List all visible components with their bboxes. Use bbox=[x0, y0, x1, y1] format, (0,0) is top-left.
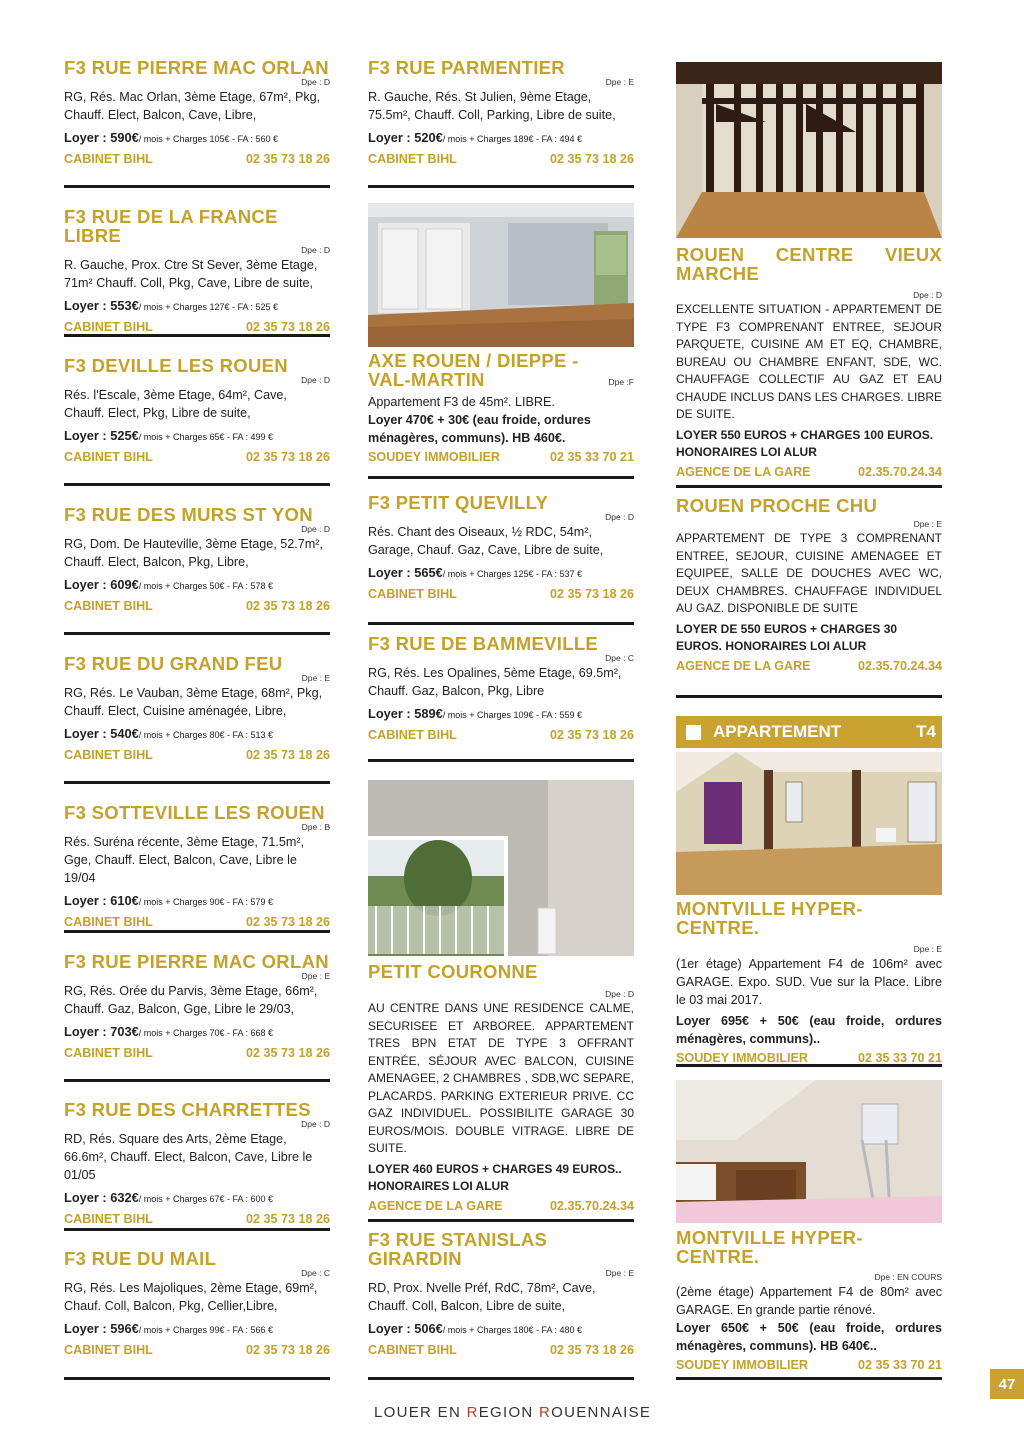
listing-description: RG, Rés. Les Opalines, 5ème Etage, 69.5m², Chauff. Gaz, Balcon, Pkg, Libre bbox=[368, 666, 622, 698]
listing-card bbox=[64, 1100, 330, 1231]
listing-card bbox=[64, 356, 330, 486]
listing-card bbox=[64, 1249, 330, 1380]
listing-title: F3 RUE DE BAMMEVILLE bbox=[368, 633, 599, 654]
listing-description: RG, Dom. De Hauteville, 3ème Etage, 52.7m², Chauff. Elect, Balcon, Pkg, Libre, bbox=[64, 537, 323, 569]
listing-title: F3 RUE DES CHARRETTES bbox=[64, 1099, 311, 1120]
listing-rent: Loyer : 540€/ mois + Charges 80€ - FA : 513 € bbox=[64, 726, 274, 741]
dpe-label: Dpe : B bbox=[301, 822, 330, 832]
dpe-label: Dpe : D bbox=[301, 245, 330, 255]
square-icon bbox=[686, 725, 701, 740]
listing-description: RD, Rés. Square des Arts, 2ème Etage, 66.6m², Chauff. Elect, Balcon, Cave, Libre le 01/05 bbox=[64, 1132, 313, 1182]
phone-number: 02 35 73 18 26 bbox=[245, 320, 330, 334]
phone-number: 02 35 73 18 26 bbox=[245, 1212, 330, 1226]
page-footer: LOUER EN REGION ROUENNAISE bbox=[374, 1404, 652, 1421]
listing-rent: Loyer : 703€/ mois + Charges 70€ - FA : 668 € bbox=[64, 1024, 274, 1039]
banner-type: T4 bbox=[916, 722, 936, 741]
listing-description: AU CENTRE DANS UNE RESIDENCE CALME, SECURISEE ET ARBOREE. APPARTEMENT TRES BPN ETAT DE TYPE 3 OFFRANT ENTRÉE, SÉJOUR AVEC BALCON, CUISINE AMENAGEE, 2 CHAMBRES , SDB,WC SEPARE, PLACARDS. PARKING EXTERIEUR PRIVE. CC GAZ INDIVIDUEL. POSSIBILITE GARAGE 30 EUROS/MOIS. DOUBLE VITRAGE. LIBRE DE SUITE. bbox=[368, 1001, 634, 1155]
listing-card bbox=[368, 634, 634, 762]
phone-number: 02 35 73 18 26 bbox=[245, 450, 330, 464]
listing-card bbox=[64, 207, 330, 337]
listing-agency: SOUDEY IMMOBILIER 02 35 33 70 21 bbox=[676, 1358, 942, 1372]
phone-number: 02 35 73 18 26 bbox=[245, 1046, 330, 1060]
listing-rent: LOYER 460 EUROS + CHARGES 49 EUROS.. HONORAIRES LOI ALUR bbox=[368, 1161, 622, 1193]
listing-description: EXCELLENTE SITUATION - APPARTEMENT DE TYPE F3 COMPRENANT ENTREE, SEJOUR PARQUETE, CUISINE AM ET EQ, CHAMBRE, BUREAU OU CHAMBRE ENFANT, SDE, WC. CHAUFFAGE COLLECTIF AU GAZ ET EAU CHAUDE INCLUS DANS LES CHARGES. LIBRE DE SUITE. bbox=[676, 302, 942, 421]
listing-card bbox=[64, 952, 330, 1082]
page-number: 47 bbox=[990, 1369, 1024, 1399]
phone-number: 02 35 73 18 26 bbox=[245, 915, 330, 929]
listing-card bbox=[676, 899, 942, 1067]
dpe-label: Dpe :F bbox=[608, 377, 634, 387]
listing-agency: CABINET BIHL 02 35 73 18 26 bbox=[368, 1343, 634, 1357]
listing-description: RD, Prox. Nvelle Préf, RdC, 78m², Cave, Chauff. Coll, Balcon, Libre de suite, bbox=[368, 1281, 596, 1313]
listing-rent: LOYER 550 EUROS + CHARGES 100 EUROS. HONORAIRES LOI ALUR bbox=[676, 427, 934, 459]
listing-description: APPARTEMENT DE TYPE 3 COMPRENANT ENTREE, SEJOUR, CUISINE AMENAGEE ET EQUIPEE, SALLE DE DOUCHES AVEC WC, DEUX CHAMBRES. CHAUFFAGE INDIVIDUEL AU GAZ. DISPONIBLE DE SUITE bbox=[676, 531, 942, 615]
listing-title: AXE ROUEN / DIEPPE - VAL-MARTIN bbox=[368, 350, 579, 390]
listing-agency: SOUDEY IMMOBILIER 02 35 33 70 21 bbox=[676, 1051, 942, 1065]
phone-number: 02 35 33 70 21 bbox=[857, 1358, 942, 1372]
listing-rent: LOYER DE 550 EUROS + CHARGES 30 EUROS. HONORAIRES LOI ALUR bbox=[676, 621, 898, 653]
listing-rent: Loyer : 596€/ mois + Charges 99€ - FA : 566 € bbox=[64, 1321, 274, 1336]
dpe-label: Dpe : D bbox=[913, 290, 942, 300]
dpe-label: Dpe : E bbox=[913, 944, 942, 954]
phone-number: 02.35.70.24.34 bbox=[857, 658, 942, 673]
listing-description: RG, Rés. Le Vauban, 3ème Etage, 68m², Pkg, Chauff. Elect, Cuisine aménagée, Libre, bbox=[64, 686, 323, 718]
listing-card bbox=[64, 505, 330, 635]
listing-card bbox=[368, 493, 634, 625]
apartment-photo bbox=[368, 780, 634, 956]
listing-rent: Loyer : 632€/ mois + Charges 67€ - FA : 600 € bbox=[64, 1190, 274, 1205]
dpe-label: Dpe : C bbox=[605, 653, 634, 663]
listing-card bbox=[368, 1230, 634, 1380]
listing-card bbox=[368, 351, 634, 479]
listing-title: F3 RUE DE LA FRANCE LIBRE bbox=[64, 206, 278, 246]
listing-title: PETIT COURONNE bbox=[368, 961, 538, 982]
dpe-label: Dpe : D bbox=[301, 375, 330, 385]
listing-card bbox=[64, 58, 330, 188]
listing-description: Appartement F3 de 45m². LIBRE. bbox=[368, 395, 555, 409]
listing-card bbox=[676, 245, 942, 488]
listing-card bbox=[368, 58, 634, 188]
dpe-label: Dpe : D bbox=[301, 524, 330, 534]
listing-agency: AGENCE DE LA GARE 02.35.70.24.34 bbox=[368, 1198, 634, 1213]
listing-agency: CABINET BIHL 02 35 73 18 26 bbox=[64, 320, 330, 334]
dpe-label: Dpe : D bbox=[301, 77, 330, 87]
listing-card bbox=[64, 654, 330, 784]
listing-description: RG, Rés. Orée du Parvis, 3ème Etage, 66m², Chauff. Gaz, Balcon, Gge, Libre le 29/03, bbox=[64, 984, 318, 1016]
listing-rent: Loyer : 589€/ mois + Charges 109€ - FA : 559 € bbox=[368, 706, 583, 721]
phone-number: 02 35 73 18 26 bbox=[549, 587, 634, 601]
listing-description: Rés. l'Escale, 3ème Etage, 64m², Cave, Chauff. Elect, Pkg, Libre de suite, bbox=[64, 388, 287, 420]
phone-number: 02 35 73 18 26 bbox=[549, 728, 634, 742]
listing-card bbox=[676, 496, 942, 698]
listing-title: F3 PETIT QUEVILLY bbox=[368, 492, 549, 513]
listing-description: RG, Rés. Mac Orlan, 3ème Etage, 67m², Pkg, Chauff. Elect, Balcon, Cave, Libre, bbox=[64, 90, 321, 122]
dpe-label: Dpe : D bbox=[605, 512, 634, 522]
listing-title: ROUEN PROCHE CHU bbox=[676, 495, 878, 516]
listing-description: (2ème étage) Appartement F4 de 80m² avec GARAGE. En grande partie rénové. bbox=[676, 1285, 942, 1317]
listing-rent: Loyer 695€ + 50€ (eau froide, ordures ménagères, communs).. bbox=[676, 1014, 942, 1046]
phone-number: 02 35 73 18 26 bbox=[549, 152, 634, 166]
listing-description: R. Gauche, Rés. St Julien, 9ème Etage, 75.5m², Chauff. Coll, Parking, Libre de suite, bbox=[368, 90, 616, 122]
listing-card bbox=[64, 803, 330, 933]
listing-description: RG, Rés. Les Majoliques, 2ème Etage, 69m², Chauf. Coll, Balcon, Pkg, Cellier,Libre, bbox=[64, 1281, 318, 1313]
listing-agency: CABINET BIHL 02 35 73 18 26 bbox=[64, 1046, 330, 1060]
listing-rent: Loyer : 609€/ mois + Charges 50€ - FA : 578 € bbox=[64, 577, 274, 592]
listing-title: F3 DEVILLE LES ROUEN bbox=[64, 355, 288, 376]
listing-title: ROUEN CENTRE VIEUX MARCHE bbox=[676, 244, 942, 284]
listing-agency: CABINET BIHL 02 35 73 18 26 bbox=[64, 152, 330, 166]
dpe-label: Dpe : E bbox=[605, 77, 634, 87]
listing-agency: CABINET BIHL 02 35 73 18 26 bbox=[64, 748, 330, 762]
listing-agency: AGENCE DE LA GARE 02.35.70.24.34 bbox=[676, 464, 942, 479]
listing-rent: Loyer : 525€/ mois + Charges 65€ - FA : 499 € bbox=[64, 428, 274, 443]
phone-number: 02 35 33 70 21 bbox=[549, 450, 634, 464]
listing-agency: CABINET BIHL 02 35 73 18 26 bbox=[64, 915, 330, 929]
listing-title: MONTVILLE HYPER-CENTRE. bbox=[676, 1227, 863, 1267]
phone-number: 02.35.70.24.34 bbox=[857, 464, 942, 479]
listing-agency: CABINET BIHL 02 35 73 18 26 bbox=[64, 599, 330, 613]
listing-description: (1er étage) Appartement F4 de 106m² avec GARAGE. Expo. SUD. Vue sur la Place. Libre le 03 mai 2017. bbox=[676, 957, 942, 1007]
listing-title: F3 RUE STANISLAS GIRARDIN bbox=[368, 1229, 548, 1269]
dpe-label: Dpe : C bbox=[301, 1268, 330, 1278]
phone-number: 02 35 73 18 26 bbox=[549, 1343, 634, 1357]
listing-rent: Loyer : 506€/ mois + Charges 180€ - FA : 480 € bbox=[368, 1321, 583, 1336]
phone-number: 02 35 73 18 26 bbox=[245, 599, 330, 613]
dpe-label: Dpe : E bbox=[301, 673, 330, 683]
listing-agency: CABINET BIHL 02 35 73 18 26 bbox=[64, 450, 330, 464]
apartment-photo bbox=[676, 1080, 942, 1223]
listing-title: F3 RUE DU MAIL bbox=[64, 1248, 217, 1269]
listing-title: F3 RUE PIERRE MAC ORLAN bbox=[64, 951, 329, 972]
listing-rent: Loyer : 590€/ mois + Charges 105€ - FA : 560 € bbox=[64, 130, 279, 145]
listing-description: Rés. Suréna récente, 3ème Etage, 71.5m², Gge, Chauff. Elect, Balcon, Cave, Libre le 19/04 bbox=[64, 835, 305, 885]
dpe-label: Dpe : D bbox=[301, 1119, 330, 1129]
dpe-label: Dpe : D bbox=[605, 989, 634, 999]
listing-agency: SOUDEY IMMOBILIER 02 35 33 70 21 bbox=[368, 450, 634, 464]
listing-rent: Loyer : 565€/ mois + Charges 125€ - FA : 537 € bbox=[368, 565, 583, 580]
listing-agency: CABINET BIHL 02 35 73 18 26 bbox=[368, 587, 634, 601]
banner-label: APPARTEMENT bbox=[713, 722, 842, 741]
phone-number: 02 35 73 18 26 bbox=[245, 1343, 330, 1357]
listing-title: F3 SOTTEVILLE LES ROUEN bbox=[64, 802, 325, 823]
apartment-photo bbox=[368, 203, 634, 347]
listing-description: Rés. Chant des Oiseaux, ½ RDC, 54m², Garage, Chauf. Gaz, Cave, Libre de suite, bbox=[368, 525, 604, 557]
phone-number: 02 35 73 18 26 bbox=[245, 748, 330, 762]
dpe-label: Dpe : E bbox=[605, 1268, 634, 1278]
dpe-label: Dpe : E bbox=[301, 971, 330, 981]
listing-title: F3 RUE DU GRAND FEU bbox=[64, 653, 283, 674]
listing-title: F3 RUE PARMENTIER bbox=[368, 57, 565, 78]
listing-agency: CABINET BIHL 02 35 73 18 26 bbox=[368, 152, 634, 166]
listing-agency: AGENCE DE LA GARE 02.35.70.24.34 bbox=[676, 658, 942, 673]
dpe-label: Dpe : E bbox=[913, 519, 942, 529]
listing-card bbox=[676, 1228, 942, 1380]
section-banner bbox=[676, 716, 942, 748]
apartment-photo bbox=[676, 62, 942, 238]
listing-description: R. Gauche, Prox. Ctre St Sever, 3ème Etage, 71m² Chauff. Coll, Pkg, Cave, Libre de suite, bbox=[64, 258, 318, 290]
listing-agency: CABINET BIHL 02 35 73 18 26 bbox=[64, 1343, 330, 1357]
listing-rent: Loyer : 610€/ mois + Charges 90€ - FA : 579 € bbox=[64, 893, 274, 908]
listing-rent: Loyer 650€ + 50€ (eau froide, ordures ménagères, communs). HB 640€.. bbox=[676, 1321, 942, 1353]
listing-rent: Loyer : 520€/ mois + Charges 189€ - FA : 494 € bbox=[368, 130, 583, 145]
listing-rent: Loyer 470€ + 30€ (eau froide, ordures ménagères, communs). HB 460€. bbox=[368, 413, 591, 445]
phone-number: 02 35 33 70 21 bbox=[857, 1051, 942, 1065]
listing-title: MONTVILLE HYPER-CENTRE. bbox=[676, 898, 863, 938]
phone-number: 02.35.70.24.34 bbox=[549, 1198, 634, 1213]
dpe-label: Dpe : EN COURS bbox=[874, 1272, 942, 1282]
apartment-photo bbox=[676, 752, 942, 895]
listing-title: F3 RUE PIERRE MAC ORLAN bbox=[64, 57, 329, 78]
listing-title: F3 RUE DES MURS ST YON bbox=[64, 504, 313, 525]
listing-rent: Loyer : 553€/ mois + Charges 127€ - FA : 525 € bbox=[64, 298, 279, 313]
listing-card bbox=[368, 962, 634, 1222]
listing-agency: CABINET BIHL 02 35 73 18 26 bbox=[368, 728, 634, 742]
phone-number: 02 35 73 18 26 bbox=[245, 152, 330, 166]
listing-agency: CABINET BIHL 02 35 73 18 26 bbox=[64, 1212, 330, 1226]
